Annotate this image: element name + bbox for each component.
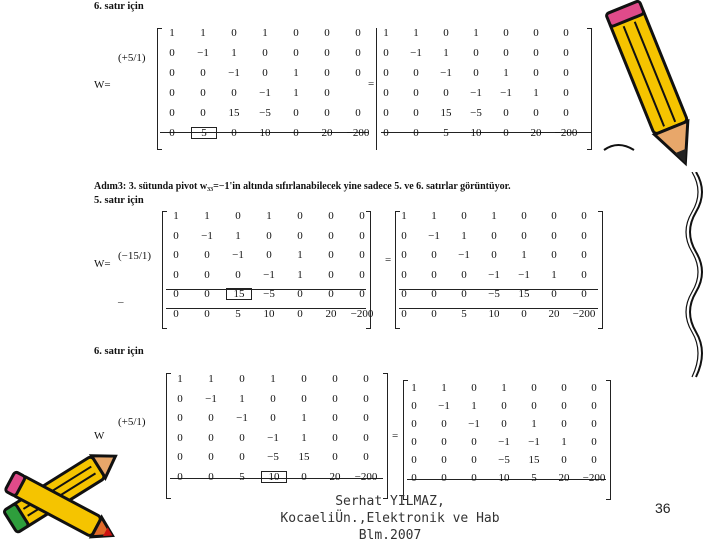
matrix-cell: 0 <box>270 412 276 424</box>
matrix-cell: 0 <box>591 454 597 466</box>
matrix-cell: 0 <box>591 400 597 412</box>
matrix-cell: 0 <box>533 47 539 59</box>
matrix-cell: 0 <box>177 392 183 405</box>
matrix-cell: 15 <box>440 107 452 119</box>
matrix-cell: 0 <box>503 47 509 59</box>
matrix-cell: 0 <box>200 87 206 99</box>
matrix-cell: 5 <box>461 307 467 320</box>
matrix-cell: 0 <box>443 87 449 99</box>
matrix-cell: 0 <box>169 47 175 59</box>
matrix-cell: 0 <box>239 431 245 444</box>
matrix-cell: 0 <box>324 47 330 59</box>
matrix-cell: 0 <box>204 249 210 261</box>
matrix-cell: 0 <box>461 288 467 300</box>
matrix-cell: 0 <box>401 229 407 242</box>
matrix-cell: 10 <box>470 127 482 139</box>
pencil-top-right-icon <box>598 0 720 180</box>
matrix-cell: −200 <box>582 472 606 484</box>
matrix-cell: 1 <box>293 87 299 99</box>
matrix-cell: 1 <box>521 249 527 261</box>
matrix-cell: 0 <box>173 249 179 261</box>
section3-right-bracket <box>606 380 611 500</box>
matrix-cell: 0 <box>293 47 299 59</box>
matrix-cell: 0 <box>301 373 307 385</box>
matrix-cell: −1 <box>468 418 480 430</box>
matrix-cell: 0 <box>411 436 417 448</box>
matrix-cell: −1 <box>488 268 500 281</box>
matrix-cell: 5 <box>239 470 245 483</box>
matrix-cell: 0 <box>591 382 597 394</box>
matrix-cell: −1 <box>440 67 452 79</box>
matrix-cell: 0 <box>235 210 241 222</box>
matrix-cell: 0 <box>561 418 567 430</box>
matrix-cell: 0 <box>473 67 479 79</box>
matrix-cell: 0 <box>503 107 509 119</box>
matrix-cell: 0 <box>443 27 449 39</box>
matrix-cell: 0 <box>355 27 361 39</box>
matrix-cell: −5 <box>263 288 275 300</box>
matrix-cell: 0 <box>231 27 237 39</box>
matrix-cell: 20 <box>321 127 333 139</box>
matrix-cell: 0 <box>411 472 417 484</box>
matrix-cell: 0 <box>441 436 447 448</box>
footer-year: Blm.2007 <box>358 528 422 543</box>
matrix-cell: 1 <box>297 249 303 261</box>
section1-heading: 6. satır için <box>94 1 144 12</box>
matrix-cell: 0 <box>328 229 334 242</box>
page-number: 36 <box>655 500 671 516</box>
matrix-cell: 0 <box>204 268 210 281</box>
matrix-cell: 0 <box>471 454 477 466</box>
matrix-cell: 0 <box>563 67 569 79</box>
matrix-cell: 0 <box>383 47 389 59</box>
matrix-cell: 10 <box>259 127 271 139</box>
matrix-cell: 0 <box>591 418 597 430</box>
matrix-cell: 0 <box>293 107 299 119</box>
matrix-cell: 0 <box>561 400 567 412</box>
matrix-cell: 0 <box>411 400 417 412</box>
matrix-cell: 1 <box>169 27 175 39</box>
matrix-cell: 0 <box>266 249 272 261</box>
matrix-cell: 0 <box>359 268 365 281</box>
matrix-cell: 1 <box>173 210 179 222</box>
section1-lhs-label: W= <box>94 79 111 91</box>
matrix-cell: 0 <box>581 249 587 261</box>
matrix-cell: 0 <box>235 268 241 281</box>
matrix-cell: 15 <box>226 288 252 300</box>
section3-heading: 6. satır için <box>94 346 144 357</box>
matrix-cell: 0 <box>521 229 527 242</box>
matrix-cell: 0 <box>231 127 237 139</box>
matrix-cell: 0 <box>581 268 587 281</box>
matrix-cell: 0 <box>413 67 419 79</box>
section2-right-bracket <box>598 211 603 329</box>
matrix-cell: −1 <box>263 268 275 281</box>
matrix-cell: 0 <box>293 127 299 139</box>
wavy-line-icon <box>676 172 716 382</box>
matrix-cell: 1 <box>473 27 479 39</box>
matrix-cell: 0 <box>413 87 419 99</box>
matrix-cell: −1 <box>470 87 482 99</box>
matrix-cell: 10 <box>261 471 287 483</box>
matrix-cell: 0 <box>501 418 507 430</box>
matrix-cell: 0 <box>297 210 303 222</box>
matrix-cell: 1 <box>491 210 497 222</box>
matrix-cell: 0 <box>383 127 389 139</box>
matrix-cell: 1 <box>239 392 245 405</box>
matrix-cell: 1 <box>297 268 303 281</box>
matrix-cell: 0 <box>533 67 539 79</box>
matrix-cell: 0 <box>270 392 276 405</box>
matrix-cell: 0 <box>328 210 334 222</box>
matrix-cell: 0 <box>411 418 417 430</box>
matrix-cell: −5 <box>259 107 271 119</box>
matrix-cell: 5 <box>191 127 217 139</box>
matrix-cell: 0 <box>239 373 245 385</box>
section2-equals: = <box>385 254 392 266</box>
section2-dash: – <box>118 296 124 308</box>
matrix-cell: −5 <box>498 454 510 466</box>
matrix-cell: −1 <box>201 229 213 242</box>
pencils-bottom-left-icon <box>0 432 130 540</box>
footer-institution: KocaeliÜn.,Elektronik ve Hab <box>280 511 500 526</box>
matrix-cell: 0 <box>266 229 272 242</box>
matrix-cell: −1 <box>428 229 440 242</box>
matrix-cell: 0 <box>561 382 567 394</box>
matrix-cell: 0 <box>173 288 179 300</box>
matrix-cell: 0 <box>503 127 509 139</box>
matrix-cell: 1 <box>301 431 307 444</box>
matrix-cell: 15 <box>298 451 310 463</box>
matrix-cell: 0 <box>239 451 245 463</box>
matrix-cell: 0 <box>383 107 389 119</box>
matrix-cell: 1 <box>401 210 407 222</box>
section1-equals: = <box>368 78 375 90</box>
matrix-cell: 0 <box>332 373 338 385</box>
matrix-cell: −200 <box>572 307 596 320</box>
matrix-cell: 0 <box>208 451 214 463</box>
matrix-cell: 0 <box>383 67 389 79</box>
matrix-cell: 0 <box>401 288 407 300</box>
matrix-cell: −1 <box>518 268 530 281</box>
matrix-cell: 0 <box>461 268 467 281</box>
matrix-cell: 0 <box>324 107 330 119</box>
matrix-cell: 0 <box>411 454 417 466</box>
matrix-cell: 0 <box>491 229 497 242</box>
matrix-cell: −1 <box>197 47 209 59</box>
matrix-cell: 15 <box>528 454 540 466</box>
matrix-cell: 0 <box>551 229 557 242</box>
matrix-cell: −5 <box>267 451 279 463</box>
matrix-cell: 0 <box>521 307 527 320</box>
section3-multiplier: (+5/1) <box>118 416 146 428</box>
matrix-cell: −200 <box>554 127 578 139</box>
matrix-cell: 0 <box>324 27 330 39</box>
matrix-cell: 1 <box>441 382 447 394</box>
matrix-cell: 0 <box>231 87 237 99</box>
matrix-cell: 0 <box>208 470 214 483</box>
matrix-cell: 0 <box>441 472 447 484</box>
matrix-cell: 0 <box>177 451 183 463</box>
matrix-cell: −5 <box>488 288 500 300</box>
matrix-cell: 0 <box>359 210 365 222</box>
matrix-cell: 0 <box>521 210 527 222</box>
step3-text: Adım3: 3. sütunda pivot w₃₃=−1'in altında sıfırlanabilecek yine sadece 5. ve 6. satırlar görüntüyor. <box>94 181 511 192</box>
matrix-cell: 1 <box>293 67 299 79</box>
matrix-cell: 0 <box>401 268 407 281</box>
matrix-cell: 0 <box>401 249 407 261</box>
section2-lhs-label: W= <box>94 258 111 270</box>
matrix-cell: 0 <box>293 27 299 39</box>
section1-multiplier: (+5/1) <box>118 52 146 64</box>
matrix-cell: 0 <box>383 87 389 99</box>
step3-heading: 5. satır için <box>94 195 144 206</box>
matrix-cell: 1 <box>208 373 214 385</box>
matrix-cell: 15 <box>518 288 530 300</box>
matrix-cell: 0 <box>363 431 369 444</box>
matrix-cell: 1 <box>262 27 268 39</box>
matrix-cell: 1 <box>231 47 237 59</box>
matrix-cell: 0 <box>501 400 507 412</box>
section2-multiplier: (−15/1) <box>118 250 152 262</box>
slide-footer <box>270 493 510 544</box>
matrix-cell: 0 <box>563 47 569 59</box>
matrix-cell: 0 <box>581 288 587 300</box>
matrix-cell: 0 <box>169 107 175 119</box>
matrix-cell: 0 <box>332 431 338 444</box>
matrix-cell: 0 <box>431 268 437 281</box>
matrix-cell: 1 <box>266 210 272 222</box>
matrix-cell: 0 <box>359 249 365 261</box>
matrix-cell: 0 <box>591 436 597 448</box>
matrix-cell: 0 <box>324 67 330 79</box>
matrix-cell: −1 <box>236 412 248 424</box>
footer-author: Serhat YILMAZ, <box>335 494 445 509</box>
matrix-cell: 0 <box>332 451 338 463</box>
matrix-cell: 0 <box>503 27 509 39</box>
matrix-cell: 0 <box>413 107 419 119</box>
matrix-cell: 20 <box>558 472 570 484</box>
matrix-cell: 0 <box>401 307 407 320</box>
matrix-cell: 0 <box>173 229 179 242</box>
matrix-cell: 0 <box>431 249 437 261</box>
matrix-cell: −200 <box>354 470 378 483</box>
matrix-cell: 1 <box>177 373 183 385</box>
matrix-cell: 0 <box>441 418 447 430</box>
matrix-cell: 0 <box>563 27 569 39</box>
matrix-cell: 1 <box>431 210 437 222</box>
matrix-cell: 0 <box>328 268 334 281</box>
matrix-cell: 0 <box>204 307 210 320</box>
matrix-cell: −1 <box>205 392 217 405</box>
matrix-cell: 0 <box>177 431 183 444</box>
section3-equals: = <box>392 430 399 442</box>
matrix-cell: 1 <box>531 418 537 430</box>
matrix-cell: 0 <box>363 412 369 424</box>
matrix-cell: 1 <box>301 412 307 424</box>
matrix-cell: 1 <box>270 373 276 385</box>
matrix-cell: 0 <box>200 67 206 79</box>
matrix-cell: 0 <box>208 431 214 444</box>
matrix-cell: 0 <box>355 47 361 59</box>
matrix-cell: 0 <box>332 412 338 424</box>
matrix-cell: 1 <box>204 210 210 222</box>
matrix-cell: 0 <box>324 87 330 99</box>
matrix-cell: 0 <box>551 288 557 300</box>
matrix-cell: 0 <box>173 268 179 281</box>
matrix-cell: 0 <box>363 451 369 463</box>
matrix-cell: 0 <box>551 210 557 222</box>
matrix-cell: 0 <box>563 87 569 99</box>
matrix-cell: 0 <box>169 67 175 79</box>
matrix-cell: 1 <box>471 400 477 412</box>
matrix-cell: 5 <box>443 127 449 139</box>
matrix-cell: 0 <box>563 107 569 119</box>
matrix-cell: 0 <box>208 412 214 424</box>
matrix-cell: 0 <box>355 107 361 119</box>
matrix-cell: −1 <box>259 87 271 99</box>
matrix-cell: 20 <box>329 470 341 483</box>
matrix-cell: −1 <box>528 436 540 448</box>
matrix-cell: 20 <box>530 127 542 139</box>
matrix-cell: 0 <box>471 472 477 484</box>
matrix-cell: 10 <box>263 307 275 320</box>
matrix-cell: 1 <box>503 67 509 79</box>
matrix-cell: 1 <box>501 382 507 394</box>
matrix-cell: 0 <box>561 454 567 466</box>
matrix-cell: 15 <box>228 107 240 119</box>
matrix-cell: 0 <box>359 229 365 242</box>
matrix-cell: 1 <box>383 27 389 39</box>
matrix-cell: 0 <box>431 307 437 320</box>
matrix-cell: 1 <box>551 268 557 281</box>
matrix-cell: 20 <box>548 307 560 320</box>
matrix-cell: 0 <box>173 307 179 320</box>
matrix-cell: −1 <box>232 249 244 261</box>
matrix-cell: 0 <box>297 229 303 242</box>
matrix-cell: 0 <box>471 382 477 394</box>
matrix-cell: 0 <box>551 249 557 261</box>
matrix-cell: 0 <box>355 67 361 79</box>
matrix-cell: 1 <box>561 436 567 448</box>
matrix-cell: 0 <box>581 229 587 242</box>
matrix-cell: −1 <box>267 431 279 444</box>
matrix-cell: 0 <box>301 470 307 483</box>
matrix-cell: 1 <box>200 27 206 39</box>
matrix-cell: 5 <box>531 472 537 484</box>
matrix-cell: 5 <box>235 307 241 320</box>
matrix-cell: 0 <box>461 210 467 222</box>
matrix-cell: −1 <box>410 47 422 59</box>
section3-lhs-label: W <box>94 430 105 442</box>
matrix-cell: 0 <box>581 210 587 222</box>
matrix-cell: 0 <box>169 87 175 99</box>
matrix-cell: 0 <box>471 436 477 448</box>
matrix-cell: 0 <box>491 249 497 261</box>
matrix-cell: 1 <box>533 87 539 99</box>
matrix-cell: 0 <box>301 392 307 405</box>
matrix-cell: 0 <box>262 47 268 59</box>
matrix-cell: −1 <box>438 400 450 412</box>
matrix-cell: 0 <box>177 470 183 483</box>
matrix-cell: 0 <box>363 373 369 385</box>
matrix-cell: −200 <box>346 127 370 139</box>
matrix-cell: 1 <box>443 47 449 59</box>
matrix-cell: 0 <box>533 27 539 39</box>
matrix-cell: 0 <box>204 288 210 300</box>
matrix-cell: 0 <box>328 288 334 300</box>
matrix-cell: 1 <box>413 27 419 39</box>
matrix-cell: −1 <box>228 67 240 79</box>
matrix-cell: 0 <box>177 412 183 424</box>
matrix-cell: 0 <box>328 249 334 261</box>
matrix-cell: 0 <box>413 127 419 139</box>
matrix-cell: 0 <box>441 454 447 466</box>
matrix-cell: 20 <box>325 307 337 320</box>
matrix-cell: 0 <box>169 127 175 139</box>
matrix-cell: 1 <box>461 229 467 242</box>
matrix-cell: 0 <box>297 288 303 300</box>
matrix-cell: −200 <box>350 307 374 320</box>
matrix-cell: 0 <box>363 392 369 405</box>
matrix-cell: −1 <box>498 436 510 448</box>
matrix-cell: 0 <box>359 288 365 300</box>
section1-right-bracket <box>587 28 592 150</box>
section3-left-bracket-right <box>383 373 388 499</box>
matrix-cell: −5 <box>470 107 482 119</box>
matrix-cell: 0 <box>262 67 268 79</box>
matrix-cell: 10 <box>498 472 510 484</box>
matrix-cell: 10 <box>488 307 500 320</box>
matrix-cell: 0 <box>431 288 437 300</box>
matrix-cell: −1 <box>500 87 512 99</box>
matrix-cell: 0 <box>200 107 206 119</box>
matrix-cell: 1 <box>411 382 417 394</box>
matrix-cell: 0 <box>473 47 479 59</box>
matrix-cell: 0 <box>297 307 303 320</box>
matrix-cell: 0 <box>332 392 338 405</box>
matrix-cell: 0 <box>531 400 537 412</box>
matrix-cell: 0 <box>533 107 539 119</box>
matrix-cell: 1 <box>235 229 241 242</box>
matrix-cell: 0 <box>531 382 537 394</box>
matrix-cell: −1 <box>458 249 470 261</box>
